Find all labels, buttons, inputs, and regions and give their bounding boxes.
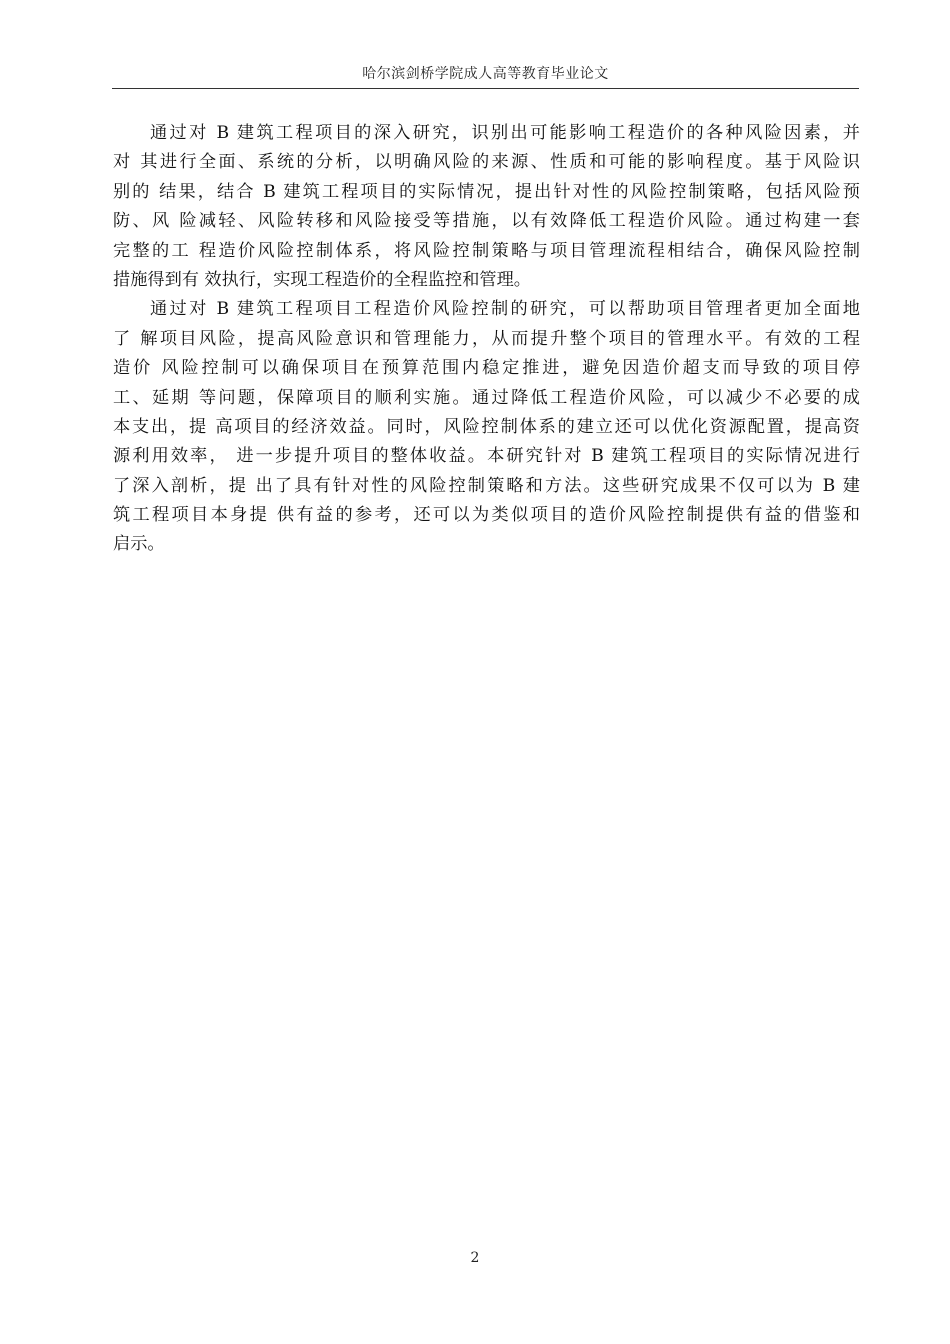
paragraph-2-line: 筑工程项目本身提 供有益的参考，还可以为类似项目的造价风险控制提供有益的借鉴和 [113, 505, 860, 526]
paragraph-2-line: 造价 风险控制可以确保项目在预算范围内稳定推进，避免因造价超支而导致的项目停 [113, 358, 860, 379]
paragraph-2-line: 本支出，提 高项目的经济效益。同时，风险控制体系的建立还可以优化资源配置，提高资 [113, 416, 860, 437]
paragraph-2-line: 工、延期 等问题，保障项目的顺利实施。通过降低工程造价风险，可以减少不必要的成 [113, 387, 860, 408]
header-divider [112, 88, 859, 89]
paragraph-2-line: 启示。 [113, 534, 165, 555]
paragraph-2-line: 了深入剖析，提 出了具有针对性的风险控制策略和方法。这些研究成果不仅可以为 B 建 [113, 475, 860, 496]
running-header: 哈尔滨剑桥学院成人高等教育毕业论文 [362, 66, 609, 82]
paragraph-1-line: 措施得到有 效执行，实现工程造价的全程监控和管理。 [113, 269, 531, 290]
body-text [113, 119, 860, 560]
page-number: 2 [470, 1250, 480, 1266]
paragraph-1-line: 通过对 B 建筑工程项目的深入研究，识别出可能影响工程造价的各种风险因素，并 [150, 123, 860, 143]
paragraph-1-line: 对 其进行全面、系统的分析，以明确风险的来源、性质和可能的影响程度。基于风险识 [113, 152, 860, 173]
paragraph-1-line: 别的 结果，结合 B 建筑工程项目的实际情况，提出针对性的风险控制策略，包括风险预 [113, 181, 860, 202]
paragraph-2-line: 源利用效率， 进一步提升项目的整体收益。本研究针对 B 建筑工程项目的实际情况进行 [113, 446, 860, 467]
paragraph-2-line: 通过对 B 建筑工程项目工程造价风险控制的研究，可以帮助项目管理者更加全面地 [150, 299, 860, 320]
paragraph-1-line: 完整的工 程造价风险控制体系，将风险控制策略与项目管理流程相结合，确保风险控制 [113, 240, 860, 261]
paragraph-1-line: 防、风 险减轻、风险转移和风险接受等措施，以有效降低工程造价风险。通过构建一套 [113, 211, 860, 232]
paragraph-2-line: 了 解项目风险，提高风险意识和管理能力，从而提升整个项目的管理水平。有效的工程 [113, 328, 860, 349]
